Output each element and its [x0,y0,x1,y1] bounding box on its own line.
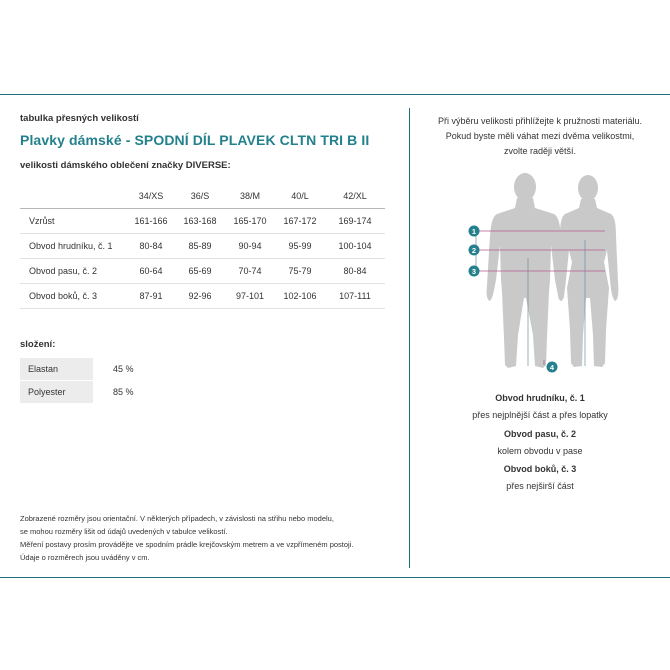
size-col-header: 40/L [275,184,325,209]
table-cell: 95-99 [275,234,325,259]
table-row [20,209,385,234]
table-cell: 92-96 [175,284,225,309]
marker-label: 4 [549,363,555,372]
male-silhouette [487,173,565,368]
table-cell: 107-111 [325,284,385,309]
measurement-desc: kolem obvodu v pase [497,446,583,456]
note-line: Měření postavy prosím provádějte ve spodním prádle krejčovským metrem a ve vzpřímeném postoji. [20,540,354,549]
advice-line: Pokud byste měli váhat mezi dvěma velikostmi, [445,131,635,141]
row-label: Vzrůst [20,209,127,234]
measurement-notes [20,512,353,564]
marker-1-icon [469,226,480,237]
chart-subtitle: tabulka přesných velikostí [20,113,139,124]
top-border [0,94,670,95]
material-name: Elastan [20,358,93,380]
table-cell: 60-64 [127,259,175,284]
measurement-title: Obvod pasu, č. 2 [503,429,577,439]
size-col-header: 34/XS [127,184,175,209]
table-cell: 87-91 [127,284,175,309]
table-corner [20,184,127,209]
size-header-row [20,184,385,209]
table-cell: 165-170 [225,209,275,234]
marker-3-icon [469,266,480,277]
header-block [20,112,400,173]
body-measurement-figure [460,170,625,380]
table-cell: 80-84 [325,259,385,284]
table-row [20,284,385,309]
table-cell: 102-106 [275,284,325,309]
measurement-desc: přes nejširší část [506,481,574,491]
table-cell: 75-79 [275,259,325,284]
table-cell: 80-84 [127,234,175,259]
composition-title: složení: [20,339,56,350]
table-cell: 97-101 [225,284,275,309]
measurement-desc: přes nejplnější část a přes lopatky [472,410,608,420]
table-cell: 65-69 [175,259,225,284]
marker-2-icon [469,245,480,256]
table-row [20,234,385,259]
size-advice [410,114,670,159]
measurement-hips [410,463,670,493]
composition-row [20,358,134,380]
brand-note: velikosti dámského oblečení značky DIVERSE: [20,160,231,171]
measurement-title: Obvod hrudníku, č. 1 [495,393,585,403]
marker-4-icon [547,362,558,373]
size-col-header: 36/S [175,184,225,209]
table-cell: 85-89 [175,234,225,259]
table-cell: 163-168 [175,209,225,234]
advice-line: Při výběru velikosti přihlížejte k pružnosti materiálu. [437,116,643,126]
table-cell: 70-74 [225,259,275,284]
composition-row [20,381,134,403]
size-table [20,184,385,309]
material-percent: 45 % [113,364,134,374]
row-label: Obvod pasu, č. 2 [20,259,127,284]
material-name: Polyester [20,381,93,403]
note-line: se mohou rozměry lišit od údajů uvedených v tabulce velikostí. [20,527,228,536]
row-label: Obvod boků, č. 3 [20,284,127,309]
table-cell: 100-104 [325,234,385,259]
size-col-header: 38/M [225,184,275,209]
table-cell: 167-172 [275,209,325,234]
measurement-title: Obvod boků, č. 3 [503,464,577,474]
table-cell: 90-94 [225,234,275,259]
measurement-chest [410,392,670,422]
marker-label: 2 [471,246,477,255]
measurement-waist [410,428,670,458]
column-divider [409,108,410,568]
table-row [20,259,385,284]
marker-label: 3 [471,267,477,276]
row-label: Obvod hrudníku, č. 1 [20,234,127,259]
table-cell: 169-174 [325,209,385,234]
bottom-border [0,577,670,578]
material-percent: 85 % [113,387,134,397]
size-col-header: 42/XL [325,184,385,209]
product-title: Plavky dámské - SPODNÍ DÍL PLAVEK CLTN TRI B II [20,132,370,148]
table-cell: 161-166 [127,209,175,234]
note-line: Zobrazené rozměry jsou orientační. V některých případech, v závislosti na střihu nebo modelu, [20,514,334,523]
composition-list [20,358,134,404]
marker-label: 1 [471,227,477,236]
advice-line: zvolte raději větší. [503,146,577,156]
note-line: Údaje o rozměrech jsou uváděny v cm. [20,553,150,562]
